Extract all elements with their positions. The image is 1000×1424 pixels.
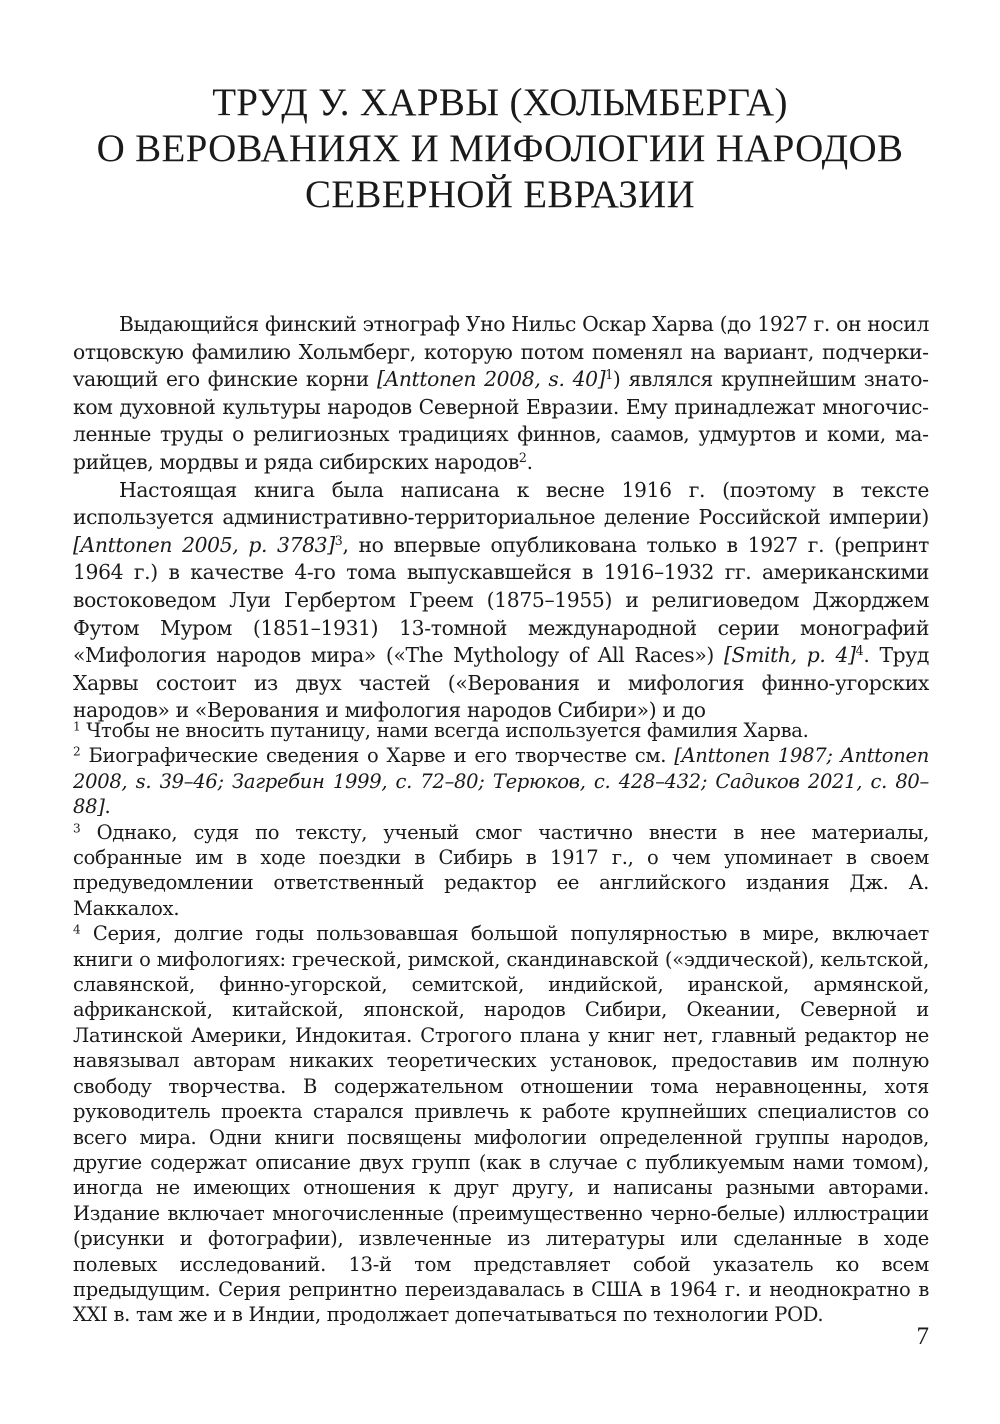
footnote-ref-1[interactable]: 1 <box>605 367 613 383</box>
footnote-1-text: Чтобы не вносить путаницу, нами всегда используется фамилия Харва. <box>80 719 809 742</box>
footnote-4 <box>73 921 929 1328</box>
footnote-mark-3: 3 <box>73 820 81 835</box>
footnote-2-citation: [Anttonen 1987; Anttonen 2008, s. 39–46; Загребин 1999, с. 72–80; Терюков, с. 428–432; Садиков 2021, с. 80–88] <box>73 744 929 819</box>
footnote-4-text: Серия, долгие годы пользовавшая большой популярностью в мире, включает книги о мифологиях: греческой, римской, скандинавской («эддической), кельтской, славянской, финно-угорской, семитской, индийской, иранской, армянской, африканской, китайской, японской, народов Сибири, Океании, Северной и Латинской Америки, Индокитая. Строгого плана у книг нет, главный редактор не навязывал авторам никаких теоретических установок, предоставив им полную свободу творчества. В содержательном отношении тома неравноценны, хотя руководитель проекта старался привлечь к работе крупнейших специалистов со всего мира. Одни книги посвящены мифологии определенной группы народов, другие содержат описание двух групп (как в случае с публикуемым нами томом), иногда не имеющих отношения к друг другу, и написаны разными авторами. Издание включает многочисленные (преимущественно черно-белые) иллюстрации (рисунки и фотографии), извлеченные из литературы или сделанные в ходе полевых исследований. 13-й том представляет собой указатель ко всем предыдущим. Серия репринтно переиздавалась в США в 1964 г. и неоднократно в XXI в. там же и в Индии, продолжает допечатываться по технологии POD. <box>73 922 929 1327</box>
p1-text-2: ) являлся крупнейшим знатоком духовной культуры народов Северной Евразии. Ему принадлежат многочисленные труды о религиозных традициях финнов, саамов, удмуртов и коми, марийцев, мордвы и ряда сибирских народов <box>73 367 929 474</box>
p1-text-1: Выдающийся финский этнограф Уно Нильс Оскар Харва (до 1927 г. он носил отцовскую фамилию Хольмберг, которую потом поменял на вариант, подчеркиvающий его финские корни <box>73 312 929 392</box>
footnote-ref-3[interactable]: 3 <box>334 532 343 548</box>
footnote-mark-2: 2 <box>73 744 81 759</box>
footnote-mark-1: 1 <box>73 719 81 734</box>
footnote-1 <box>73 718 929 743</box>
footnote-ref-4[interactable]: 4 <box>855 643 864 659</box>
p2-citation-1: [Anttonen 2005, p. 3783] <box>73 532 335 557</box>
paragraph-2 <box>73 477 929 725</box>
title-line-1: ТРУД У. ХАРВЫ (ХОЛЬМБЕРГА) <box>212 81 788 124</box>
p2-text-3: . Труд Харвы состоит из двух частей («Верования и мифология финно-угорских народов» и «Верования и мифология народов Сибири») и до <box>73 643 929 723</box>
footnote-mark-4: 4 <box>73 922 81 937</box>
chapter-title <box>60 80 940 218</box>
paragraph-1 <box>73 311 929 477</box>
footnote-3 <box>73 820 929 922</box>
footnote-2-end: . <box>104 795 111 819</box>
main-text <box>73 311 929 725</box>
footnotes <box>73 718 929 1328</box>
p2-citation-2: [Smith, p. 4] <box>724 643 856 668</box>
page-number: 7 <box>916 1323 929 1350</box>
title-line-2: О ВЕРОВАНИЯХ И МИФОЛОГИИ НАРОДОВ <box>96 127 904 170</box>
p1-text-3: . <box>526 449 533 474</box>
footnote-3-text: Однако, судя по тексту, ученый смог частично внести в нее материалы, собранные им в ходе поездки в Сибирь в 1917 г., о чем упоминает в своем предуведомлении ответственный редактор ее английского издания Дж. А. Маккалох. <box>73 820 929 920</box>
p1-citation-1: [Anttonen 2008, s. 40] <box>376 367 606 392</box>
footnote-ref-2[interactable]: 2 <box>518 450 527 466</box>
footnote-2-text: Биографические сведения о Харве и его творчестве см. <box>80 744 675 768</box>
title-line-3: СЕВЕРНОЙ ЕВРАЗИИ <box>304 173 695 216</box>
p2-text-2: , но впервые опубликована только в 1927 г. (репринт 1964 г.) в качестве 4-го тома выпускавшейся в 1916–1932 гг. американскими востоковедом Луи Гербертом Греем (1875–1955) и религиоведом Джорджем Футом Муром (1851–1931) 13-томной международной серии монографий «Мифология народов мира» («The Mythology of All Races») <box>73 532 929 668</box>
footnote-2 <box>73 743 929 819</box>
p2-text-1: Настоящая книга была написана к весне 1916 г. (поэтому в тексте используется административно-территориальное деление Российской империи) <box>73 477 929 530</box>
